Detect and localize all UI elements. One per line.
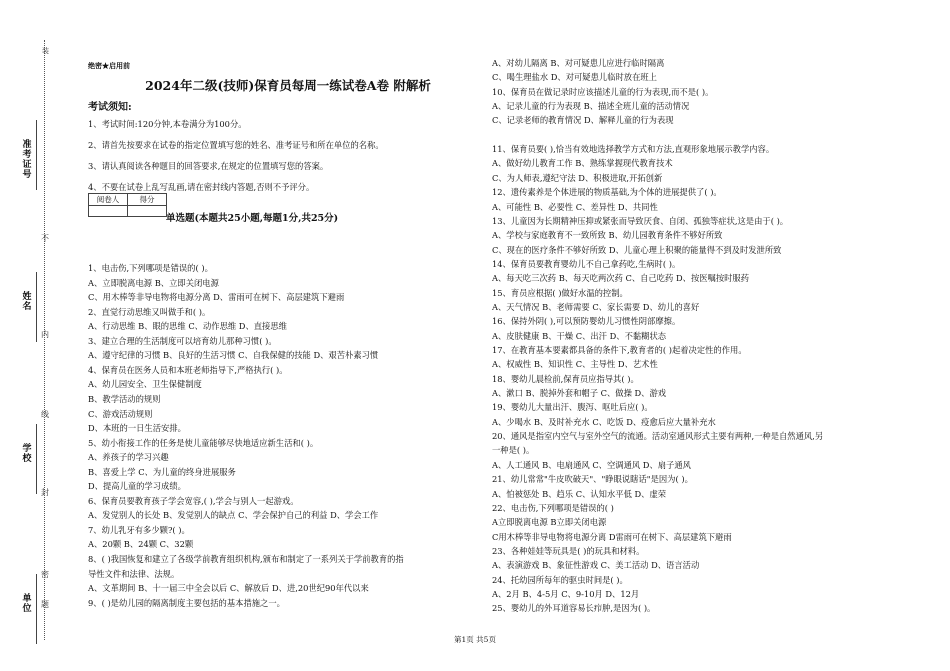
question-line: 9、( )是幼儿园的隔离制度主要包括的基本措施之一。 bbox=[88, 597, 285, 608]
question-line: 13、儿童因为长期精神压抑或紧张而导致厌食、自闭、孤独等症状,这是由于( )。 bbox=[492, 215, 789, 226]
notice-item: 3、请认真阅读各种题目的回答要求,在规定的位置填写您的答案。 bbox=[88, 161, 329, 171]
question-line: 24、托幼园所每年的驱虫时间是( )。 bbox=[492, 574, 628, 585]
question-line: C、喝生理盐水 D、对可疑患儿临时放在班上 bbox=[492, 72, 657, 83]
question-line: 一种是( )。 bbox=[492, 445, 535, 456]
seal-line-char: 线 bbox=[41, 410, 49, 419]
question-line: 25、婴幼儿的外耳道容易长疖肿,是因为( )。 bbox=[492, 603, 656, 614]
score-blank bbox=[128, 206, 167, 217]
question-line: A、养孩子的学习兴趣 bbox=[88, 452, 169, 463]
question-line: A、漱口 B、脱掉外套和帽子 C、做操 D、游戏 bbox=[492, 388, 667, 399]
question-line: A立即脱离电源 B立即关闭电源 bbox=[492, 517, 607, 528]
question-line: 15、育员应根据( )做好水温的控制。 bbox=[492, 287, 628, 298]
question-line: A、文革期间 B、十一届三中全会以后 C、解放后 D、进,20世纪90年代以来 bbox=[88, 583, 369, 594]
question-line: 14、保育员要教育婴幼儿不自己拿药吃,生病时( )。 bbox=[492, 258, 681, 269]
notice-heading: 考试须知: bbox=[88, 102, 132, 113]
question-line: D、提高儿童的学习成绩。 bbox=[88, 481, 186, 492]
question-line: 11、保育员要( ),恰当有效地选择教学方式和方法,直观形象地展示教学内容。 bbox=[492, 144, 775, 155]
section-title: 单选题(本题共25小题,每题1分,共25分) bbox=[166, 213, 339, 224]
notice-item: 4、不要在试卷上乱写乱画,请在密封线内答题,否则不予评分。 bbox=[88, 182, 315, 192]
question-line: 17、在教育基本要素都具备的条件下,教育者的( )起着决定性的作用。 bbox=[492, 345, 747, 355]
question-line: D、本班的一日生活安排。 bbox=[88, 423, 186, 434]
binding-field-label: 单位 bbox=[22, 594, 32, 614]
question-line: C用木棒等非导电物将电源分离 D雷雨可在树下、高层建筑下避雨 bbox=[492, 531, 732, 542]
seal-caption: 装 bbox=[42, 47, 49, 55]
question-line: 2、直觉行动思维又叫做手和( )。 bbox=[88, 306, 211, 317]
question-line: C、记录老师的教育情况 D、解释儿童的行为表现 bbox=[492, 115, 674, 126]
notice-item: 1、考试时间:120分钟,本卷满分为100分。 bbox=[88, 119, 247, 129]
question-line: B、教学活动的规则 bbox=[88, 393, 161, 404]
question-line: A、怕被惩处 B、趋乐 C、认知水平低 D、虚荣 bbox=[492, 488, 667, 499]
question-line: 8、( )我国恢复和建立了各级学前教育组织机构,颁布和制定了一系列关于学前教育的指 bbox=[88, 554, 404, 564]
binding-field-underline bbox=[36, 424, 37, 494]
question-line: 6、保育员要教育孩子学会宽容,( ),学会与别人一起游戏。 bbox=[88, 495, 299, 506]
question-line: A、皮肤健康 B、干燥 C、出汗 D、不黏糊状态 bbox=[492, 330, 667, 341]
page-footer: 第1页 共5页 bbox=[454, 635, 496, 644]
question-line: A、可能性 B、必要性 C、差异性 D、共同性 bbox=[492, 201, 658, 212]
question-line: 10、保育员在做记录时应该描述儿童的行为表现,而不是( )。 bbox=[492, 86, 714, 97]
seal-line-char: 题 bbox=[41, 600, 49, 609]
question-line: 19、婴幼儿大量出汗、腹泻、呕吐后应( )。 bbox=[492, 402, 653, 413]
question-line: C、为人师表,遵纪守法 D、积极进取,开拓创新 bbox=[492, 172, 663, 183]
question-line: A、发觉别人的长处 B、发觉别人的缺点 C、学会保护自己的利益 D、学会工作 bbox=[88, 510, 379, 521]
question-line: 18、婴幼儿晨检前,保育员应指导其( )。 bbox=[492, 373, 639, 384]
binding-field-underline bbox=[36, 120, 37, 190]
seal-line bbox=[44, 40, 45, 640]
question-line: 22、电击伤,下列哪项是错误的( ) bbox=[492, 502, 614, 513]
seal-line-char: 不 bbox=[41, 234, 49, 243]
seal-line-char: 密 bbox=[41, 570, 49, 579]
notice-item: 2、请首先按要求在试卷的指定位置填写您的姓名、准考证号和所在单位的名称。 bbox=[88, 140, 384, 150]
question-line: 21、幼儿常常"牛皮吹破天"、"睁眼说瞎话"是因为( )。 bbox=[492, 474, 693, 485]
binding-field-label: 姓名 bbox=[22, 292, 32, 312]
question-line: A、少喝水 B、及时补充水 C、吃饭 D、疫愈后应大量补充水 bbox=[492, 416, 716, 427]
question-line: 20、通风是指室内空气与室外空气的流通。活动室通风形式主要有两种,一种是自然通风,另 bbox=[492, 431, 824, 442]
binding-field-underline bbox=[36, 272, 37, 342]
secret-label: 绝密★启用前 bbox=[88, 61, 130, 70]
seal-line-char: 封 bbox=[41, 488, 49, 497]
score-cell: 得分 bbox=[128, 194, 167, 206]
question-line: 7、幼儿乳牙有多少颗?( )。 bbox=[88, 524, 190, 535]
question-line: A、记录儿童的行为表现 B、描述全班儿童的活动情况 bbox=[492, 101, 690, 112]
seal-line-char: 内 bbox=[41, 330, 49, 339]
reviewer-blank bbox=[89, 206, 128, 217]
question-line: C、现在的医疗条件不够好所致 D、儿童心理上积聚的能量得不到及时发泄所致 bbox=[492, 244, 782, 255]
question-line: 4、保育员在医务人员和本班老师指导下,严格执行( )。 bbox=[88, 364, 288, 375]
question-line: A、每天吃三次药 B、每天吃两次药 C、自己吃药 D、按医嘱按时服药 bbox=[492, 273, 750, 284]
question-line: C、用木棒等非导电物将电源分离 D、雷雨可在树下、高层建筑下避雨 bbox=[88, 292, 345, 303]
question-line: A、学校与家庭教育不一致所致 B、幼儿园教育条件不够好所致 bbox=[492, 230, 723, 241]
question-line: A、对幼儿隔离 B、对可疑患儿应进行临时隔离 bbox=[492, 58, 665, 68]
question-line: A、遵守纪律的习惯 B、良好的生活习惯 C、自我保健的技能 D、艰苦朴素习惯 bbox=[88, 350, 379, 361]
question-line: C、游戏活动规则 bbox=[88, 408, 153, 419]
question-line: 1、电击伤,下列哪项是错误的( )。 bbox=[88, 263, 213, 273]
question-line: 23、各种娃娃等玩具是( )的玩具和材料。 bbox=[492, 545, 645, 556]
question-line: 16、保持外阴( ),可以预防婴幼儿习惯性阴部摩擦。 bbox=[492, 316, 681, 327]
question-line: A、表演游戏 B、象征性游戏 C、美工活动 D、语言活动 bbox=[492, 560, 700, 571]
binding-field-label: 准考证号 bbox=[22, 140, 32, 180]
question-line: A、立即脱离电源 B、立即关闭电源 bbox=[88, 277, 219, 288]
question-line: A、天气情况 B、老师需要 C、家长需要 D、幼儿的喜好 bbox=[492, 301, 700, 312]
reviewer-cell: 阅卷人 bbox=[89, 194, 128, 206]
question-line: A、2月 B、4-5月 C、9-10月 D、12月 bbox=[492, 588, 640, 599]
question-line: 3、建立合理的生活制度可以培育幼儿那种习惯( )。 bbox=[88, 335, 277, 346]
question-line: 导性文件和法律、法规。 bbox=[88, 568, 180, 579]
binding-margin bbox=[0, 0, 58, 671]
binding-field-label: 学校 bbox=[22, 444, 32, 464]
question-line: A、做好幼儿教育工作 B、熟练掌握现代教育技术 bbox=[492, 158, 673, 169]
question-line: 12、遗传素养是个体进展的物质基础,为个体的进展提供了( )。 bbox=[492, 187, 722, 198]
question-line: 5、幼小衔接工作的任务是使儿童能够尽快地适应新生活和( )。 bbox=[88, 437, 319, 448]
question-line: A、人工通风 B、电扇通风 C、空调通风 D、扇子通风 bbox=[492, 459, 691, 470]
question-line: A、幼儿园安全、卫生保健制度 bbox=[88, 379, 202, 390]
question-line: A、行动思维 B、眼的思维 C、动作思维 D、直接思维 bbox=[88, 321, 287, 332]
score-table bbox=[88, 193, 167, 217]
page-title: 2024年二级(技师)保育员每周一练试卷A卷 附解析 bbox=[145, 78, 431, 93]
question-line: A、权威性 B、知识性 C、主导性 D、艺术性 bbox=[492, 359, 658, 370]
question-line: A、20颗 B、24颗 C、32颗 bbox=[88, 539, 194, 550]
question-line: B、喜爱上学 C、为儿童的终身进展服务 bbox=[88, 466, 236, 477]
